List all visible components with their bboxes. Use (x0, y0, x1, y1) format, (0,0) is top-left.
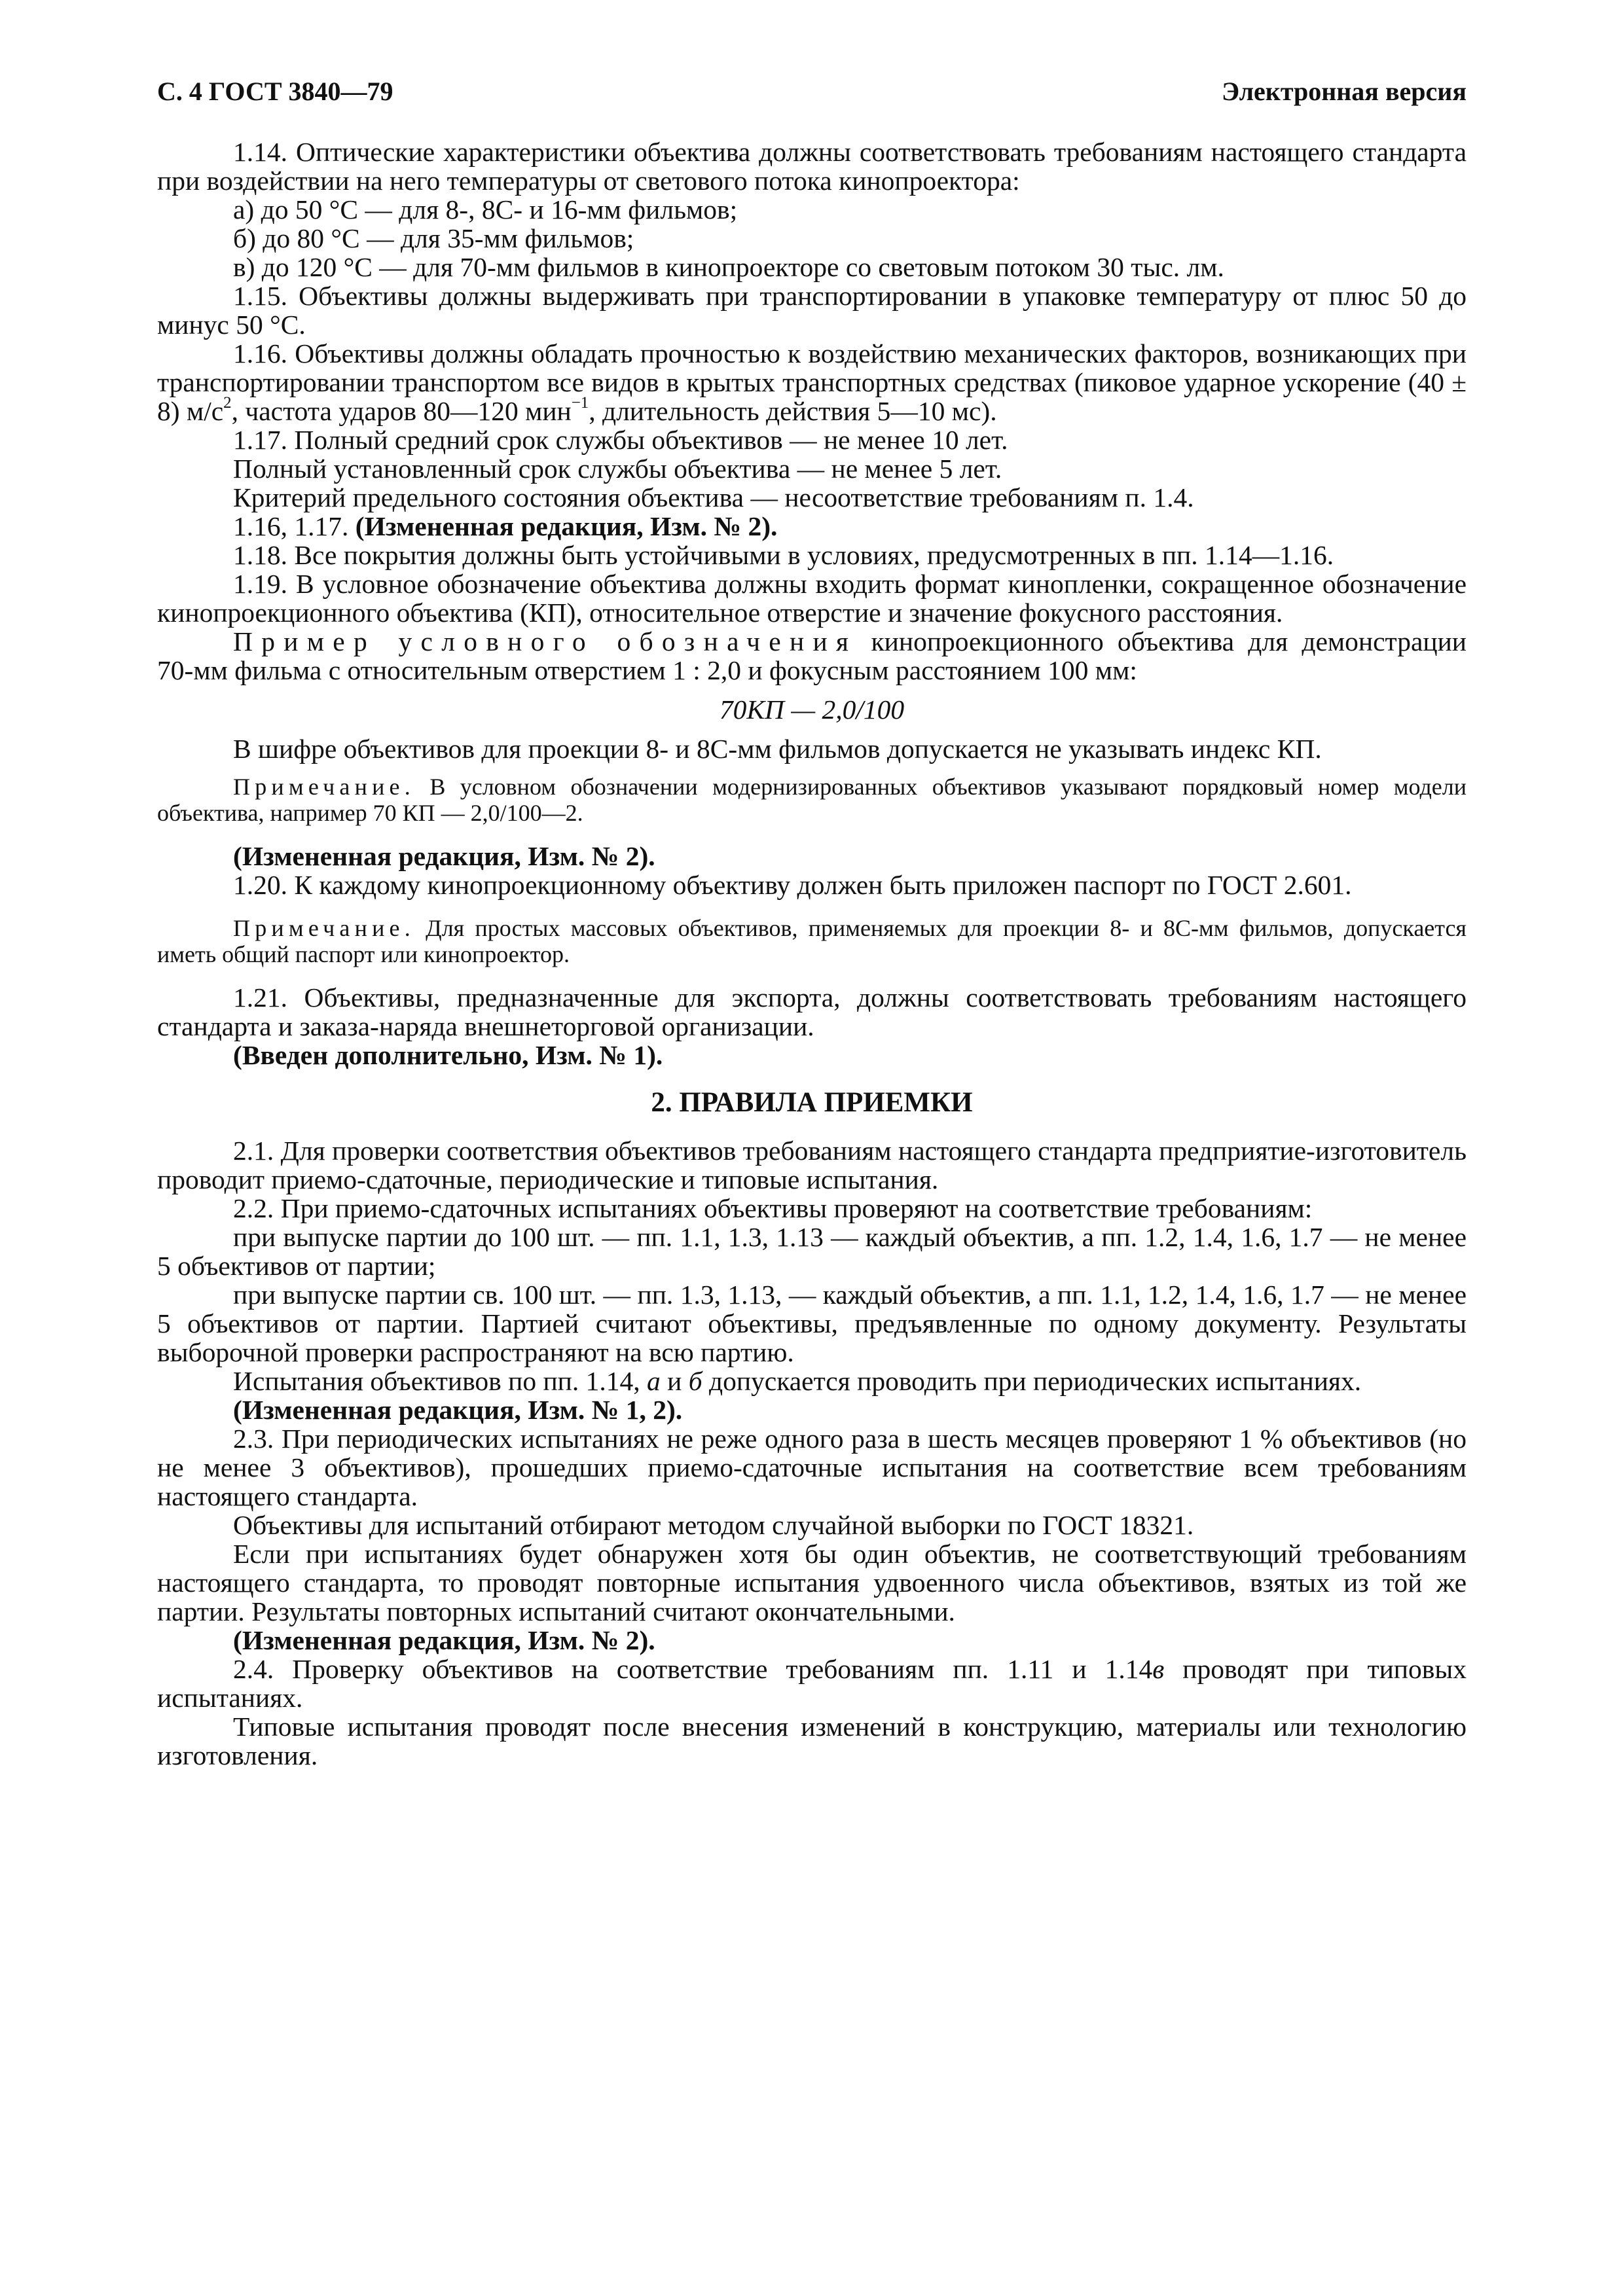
clause-1-18: 1.18. Все покрытия должны быть устойчивыми в условиях, предусмотренных в пп. 1.14—1.16. (233, 540, 1334, 570)
clause-1-16 (157, 339, 1467, 425)
clause-1-16-text: 1.16. Объективы должны обладать прочностью к воздействию механических факторов, возникающих при транспортировании транспортом все видов в крытых транспортных средствах (пиковое ударное ускорение (40 ± 8) м/с (157, 338, 1467, 426)
cipher-paragraph: В шифре объективов для проекции 8- и 8С-мм фильмов допускается не указывать индекс КП. (233, 734, 1322, 764)
document-page (157, 77, 1467, 1770)
superscript: 2 (223, 394, 232, 412)
note-label: Примечание. (233, 774, 415, 800)
clause-text: допускается проводить при периодических испытаниях. (702, 1366, 1362, 1396)
clause-2-1: 2.1. Для проверки соответствия объективов требованиям настоящего стандарта предприятие-изготовитель проводит приемо-сдаточные, периодические и типовые испытания. (157, 1136, 1467, 1194)
amendment-note: (Измененная редакция, Изм. № 2). (233, 1625, 655, 1655)
example-text: кинопроекционного объектива для демонстрации 70-мм фильма с относительным отверстием 1 : 2,0 и фокусным расстоянием 100 мм: (157, 626, 1467, 685)
clause-1-14-b: б) до 80 °С — для 35-мм фильмов; (233, 223, 634, 253)
italic-letter: б (688, 1366, 702, 1396)
clause-1-14: 1.14. Оптические характеристики объектива должны соответствовать требованиям настоящего стандарта при воздействии на него температуры от светового потока кинопроектора: (157, 137, 1467, 196)
clause-2-4 (157, 1655, 1467, 1712)
note-label: Примечание. (233, 915, 415, 941)
clause-1-14-c: в) до 120 °С — для 70-мм фильмов в кинопроекторе со световым потоком 30 тыс. лм. (233, 252, 1224, 282)
clause-2-3-b: Объективы для испытаний отбирают методом случайной выборки по ГОСТ 18321. (233, 1510, 1194, 1540)
clause-2-2-b: при выпуске партии св. 100 шт. — пп. 1.3, 1.13, — каждый объектив, а пп. 1.1, 1.2, 1.4, 1.6, 1.7 — не менее 5 объективов от партии. Партией считают объективы, предъявленные по одному документу. Результаты выборочной проверки распространяют на всю партию. (157, 1280, 1467, 1367)
clause-text: 2.4. Проверку объективов на соответствие требованиям пп. 1.11 и 1.14 (233, 1654, 1153, 1684)
clause-1-17-b: Полный установленный срок службы объектива — не менее 5 лет. (233, 454, 1002, 484)
clause-1-15: 1.15. Объективы должны выдерживать при транспортировании в упаковке температуру от плюс 50 до минус 50 °С. (157, 281, 1467, 340)
page-header (157, 77, 1467, 106)
clause-text: Испытания объективов по пп. 1.14, (233, 1366, 647, 1396)
designation-example (157, 627, 1467, 685)
clause-2-2-c (157, 1367, 1467, 1395)
clause-2-2: 2.2. При приемо-сдаточных испытаниях объективы проверяют на соответствие требованиям: (233, 1193, 1313, 1223)
clause-text: проводят при типовых испытаниях. (157, 1654, 1467, 1713)
amendment-note: (Введен дополнительно, Изм. № 1). (233, 1040, 663, 1070)
amendment-1-16-1-17 (157, 512, 1467, 541)
clause-1-19: 1.19. В условное обозначение объектива должны входить формат кинопленки, сокращенное обозначение кинопроекционного объектива (КП), относительное отверстие и значение фокусного расстояния. (157, 569, 1467, 628)
superscript: −1 (571, 394, 589, 412)
clause-1-16-text: , длительность действия 5—10 мс). (589, 396, 997, 426)
clause-1-16-text: , частота ударов 80—120 мин (231, 396, 572, 426)
clause-1-17-c: Критерий предельного состояния объектива — несоответствие требованиям п. 1.4. (233, 482, 1194, 512)
note-text: Для простых массовых объективов, применяемых для проекции 8- и 8С-мм фильмов, допускается иметь общий паспорт или кинопроектор. (157, 915, 1467, 967)
clause-2-2-a: при выпуске партии до 100 шт. — пп. 1.1, 1.3, 1.13 — каждый объектив, а пп. 1.2, 1.4, 1.6, 1.7 — не менее 5 объективов от партии; (157, 1222, 1467, 1281)
example-label: Пример условного обозначения (233, 626, 858, 656)
clause-2-3: 2.3. При периодических испытаниях не реже одного раза в шесть месяцев проверяют 1 % объективов (но не менее 3 объективов), прошедших приемо-сдаточные испытания на соответствие всем требованиям настоящего стандарта. (157, 1424, 1467, 1511)
italic-letter: а (647, 1366, 661, 1396)
header-right: Электронная версия (1221, 77, 1467, 106)
section-2-title: 2. ПРАВИЛА ПРИЕМКИ (651, 1087, 973, 1118)
amendment-note: (Измененная редакция, Изм. № 1, 2). (233, 1395, 683, 1425)
amendment-note: (Измененная редакция, Изм. № 2). (355, 511, 778, 541)
note-2 (157, 915, 1467, 967)
clause-2-3-c: Если при испытаниях будет обнаружен хотя бы один объектив, не соответствующий требованиям настоящего стандарта, то проводят повторные испытания удвоенного числа объективов, взятых из той же партии. Результаты повторных испытаний считают окончательными. (157, 1539, 1467, 1626)
note-text: В условном обозначении модернизированных объективов указывают порядковый номер модели объектива, например 70 КП — 2,0/100—2. (157, 774, 1467, 826)
clause-text: и (660, 1366, 689, 1396)
clause-1-20: 1.20. К каждому кинопроекционному объективу должен быть приложен паспорт по ГОСТ 2.601. (233, 870, 1352, 900)
amendment-note: (Измененная редакция, Изм. № 2). (233, 841, 655, 871)
clause-1-17: 1.17. Полный средний срок службы объективов — не менее 10 лет. (233, 425, 1008, 455)
clause-ref: 1.16, 1.17. (233, 511, 349, 541)
clause-1-21: 1.21. Объективы, предназначенные для экспорта, должны соответствовать требованиям настоящего стандарта и заказа-наряда внешнеторговой организации. (157, 982, 1467, 1041)
note-1 (157, 774, 1467, 826)
header-left: С. 4 ГОСТ 3840—79 (157, 77, 393, 106)
clause-2-4-b: Типовые испытания проводят после внесения изменений в конструкцию, материалы или технологию изготовления. (157, 1712, 1467, 1770)
italic-letter: в (1152, 1654, 1165, 1684)
designation-formula: 70КП — 2,0/100 (719, 694, 905, 725)
clause-1-14-a: а) до 50 °С — для 8-, 8С- и 16-мм фильмов; (233, 194, 738, 224)
